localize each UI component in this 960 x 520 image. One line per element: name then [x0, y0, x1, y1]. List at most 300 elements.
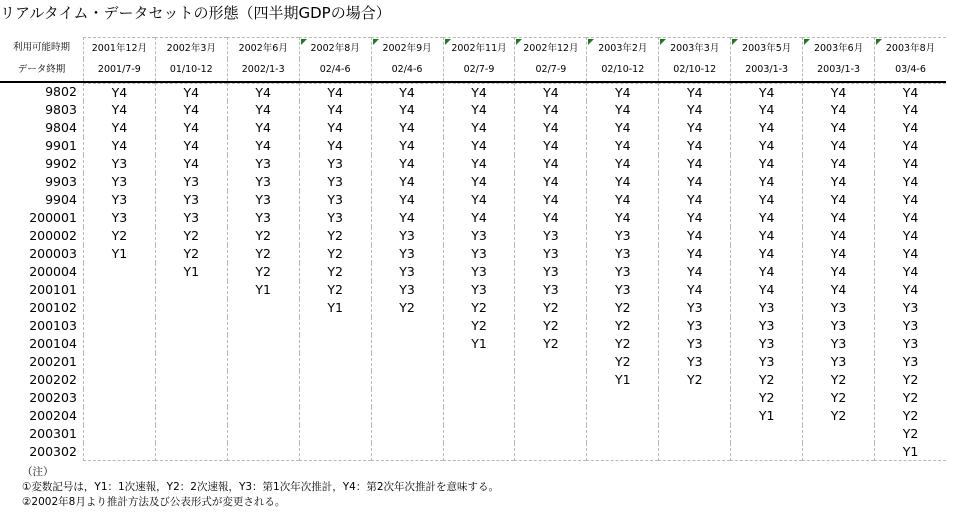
- table-cell: Y4: [730, 263, 802, 281]
- table-cell: Y4: [227, 83, 299, 101]
- table-cell: [155, 443, 227, 461]
- table-cell: Y3: [443, 263, 515, 281]
- table-cell: Y4: [658, 281, 730, 299]
- table-cell: Y4: [299, 83, 371, 101]
- column-header-data-end: 01/10-12: [155, 59, 227, 81]
- table-cell: [371, 371, 443, 389]
- table-cell: [658, 389, 730, 407]
- table-cell: [83, 425, 155, 443]
- table-cell: [227, 317, 299, 335]
- column-header-data-end: 02/10-12: [586, 59, 658, 81]
- table-cell: [371, 443, 443, 461]
- table-cell: Y4: [874, 191, 946, 209]
- table-cell: Y4: [730, 137, 802, 155]
- table-cell: Y4: [514, 137, 586, 155]
- table-cell: Y4: [874, 137, 946, 155]
- table-cell: [371, 407, 443, 425]
- table-row: [0, 227, 946, 245]
- table-cell: Y4: [443, 191, 515, 209]
- table-cell: Y4: [83, 101, 155, 119]
- comment-marker-icon: [516, 39, 522, 45]
- table-cell: Y4: [658, 101, 730, 119]
- table-cell: [227, 353, 299, 371]
- table-cell: Y4: [874, 119, 946, 137]
- table-cell: [658, 443, 730, 461]
- column-header-available: 2002年9月: [371, 37, 443, 59]
- table-cell: Y3: [299, 191, 371, 209]
- table-cell: [299, 335, 371, 353]
- table-cell: Y4: [874, 245, 946, 263]
- table-cell: Y4: [730, 227, 802, 245]
- column-header-available: 2002年12月: [514, 37, 586, 59]
- table-cell: [83, 263, 155, 281]
- comment-marker-icon: [804, 39, 810, 45]
- table-cell: Y4: [874, 101, 946, 119]
- table-cell: Y3: [83, 155, 155, 173]
- table-cell: [83, 335, 155, 353]
- table-row: [0, 137, 946, 155]
- table-cell: Y4: [371, 209, 443, 227]
- row-label: 200103: [29, 318, 77, 333]
- column-header-data-end: 02/7-9: [443, 59, 515, 81]
- table-cell: Y2: [227, 227, 299, 245]
- column-header-available: 2003年3月: [658, 37, 730, 59]
- table-cell: Y2: [586, 335, 658, 353]
- table-cell: Y4: [730, 155, 802, 173]
- table-cell: Y3: [874, 353, 946, 371]
- table-cell: Y4: [227, 101, 299, 119]
- row-label: 9901: [45, 138, 77, 153]
- table-cell: Y4: [514, 119, 586, 137]
- table-cell: [83, 389, 155, 407]
- table-cell: Y4: [586, 83, 658, 101]
- table-cell: Y4: [371, 137, 443, 155]
- table-cell: Y4: [730, 119, 802, 137]
- table-cell: Y3: [802, 353, 874, 371]
- row-label: 9903: [45, 174, 77, 189]
- table-row: [0, 173, 946, 191]
- table-cell: Y3: [658, 335, 730, 353]
- table-row: [0, 83, 946, 101]
- column-header-data-end: 2003/1-3: [802, 59, 874, 81]
- table-cell: [83, 353, 155, 371]
- table-cell: Y4: [371, 101, 443, 119]
- table-cell: [443, 425, 515, 443]
- table-cell: [443, 371, 515, 389]
- column-header-data-end: 02/10-12: [658, 59, 730, 81]
- table-cell: [371, 389, 443, 407]
- table-cell: Y3: [371, 263, 443, 281]
- table-cell: Y4: [586, 209, 658, 227]
- table-cell: Y4: [155, 101, 227, 119]
- column-header-data-end: 2001/7-9: [83, 59, 155, 81]
- table-cell: Y3: [443, 227, 515, 245]
- table-cell: Y4: [658, 155, 730, 173]
- table-cell: [371, 353, 443, 371]
- table-cell: Y4: [586, 137, 658, 155]
- table-cell: [299, 371, 371, 389]
- row-label: 200102: [29, 300, 77, 315]
- table-cell: Y2: [874, 407, 946, 425]
- table-cell: Y3: [371, 281, 443, 299]
- table-cell: Y2: [802, 371, 874, 389]
- table-cell: Y3: [155, 209, 227, 227]
- row-label: 200203: [29, 390, 77, 405]
- table-cell: Y3: [874, 317, 946, 335]
- column-header-available: 2003年8月: [874, 37, 946, 59]
- table-cell: [371, 425, 443, 443]
- table-cell: [299, 389, 371, 407]
- table-cell: [227, 299, 299, 317]
- table-cell: Y4: [586, 101, 658, 119]
- table-cell: Y3: [155, 173, 227, 191]
- table-cell: Y4: [155, 119, 227, 137]
- table-cell: [802, 425, 874, 443]
- row-label: 200003: [29, 246, 77, 261]
- table-cell: Y2: [874, 425, 946, 443]
- table-cell: Y4: [802, 155, 874, 173]
- table-cell: Y4: [371, 173, 443, 191]
- table-cell: Y4: [730, 209, 802, 227]
- table-cell: [586, 389, 658, 407]
- table-cell: Y4: [586, 119, 658, 137]
- note-line: ①変数記号は，Y1：1次速報，Y2：2次速報，Y3：第1次年次推計，Y4：第2次年次推計を意味する。: [22, 481, 500, 493]
- table-row: [0, 335, 946, 353]
- table-cell: [155, 389, 227, 407]
- table-cell: Y3: [730, 317, 802, 335]
- table-cell: Y2: [299, 281, 371, 299]
- table-cell: Y4: [802, 83, 874, 101]
- table-cell: Y2: [514, 317, 586, 335]
- table-cell: Y2: [586, 353, 658, 371]
- table-cell: Y1: [443, 335, 515, 353]
- row-label: 200202: [29, 372, 77, 387]
- table-cell: Y4: [730, 83, 802, 101]
- column-header-data-end: 03/4-6: [874, 59, 946, 81]
- table-cell: [299, 317, 371, 335]
- table-cell: Y3: [874, 299, 946, 317]
- table-cell: [155, 425, 227, 443]
- table-cell: [443, 389, 515, 407]
- table-cell: Y4: [874, 155, 946, 173]
- table-cell: Y4: [658, 137, 730, 155]
- column-header-data-end: 02/7-9: [514, 59, 586, 81]
- table-cell: Y3: [443, 281, 515, 299]
- table-cell: Y4: [802, 245, 874, 263]
- table-cell: Y4: [83, 137, 155, 155]
- row-label: 200101: [29, 282, 77, 297]
- table-cell: Y2: [514, 335, 586, 353]
- column-header-available: 2003年6月: [802, 37, 874, 59]
- table-cell: Y3: [658, 299, 730, 317]
- table-cell: Y3: [299, 209, 371, 227]
- table-cell: Y3: [586, 227, 658, 245]
- table-cell: Y4: [802, 281, 874, 299]
- row-label: 200004: [29, 264, 77, 279]
- table-cell: Y4: [155, 137, 227, 155]
- table-cell: [155, 353, 227, 371]
- column-header-available: 2003年2月: [586, 37, 658, 59]
- table-cell: Y4: [443, 173, 515, 191]
- table-cell: [299, 425, 371, 443]
- table-cell: Y2: [83, 227, 155, 245]
- table-row: [0, 119, 946, 137]
- table-cell: Y2: [802, 407, 874, 425]
- table-cell: Y3: [371, 245, 443, 263]
- table-cell: Y4: [514, 209, 586, 227]
- table-cell: [83, 281, 155, 299]
- table-cell: Y2: [586, 317, 658, 335]
- row-label: 200204: [29, 408, 77, 423]
- table-cell: Y1: [730, 407, 802, 425]
- table-row: [0, 407, 946, 425]
- table-cell: Y2: [802, 389, 874, 407]
- table-row: [0, 353, 946, 371]
- comment-marker-icon: [732, 39, 738, 45]
- table-cell: Y4: [514, 83, 586, 101]
- table-cell: Y4: [802, 227, 874, 245]
- table-cell: Y3: [514, 281, 586, 299]
- table-row: [0, 371, 946, 389]
- table-row: [0, 443, 946, 461]
- table-cell: Y4: [371, 119, 443, 137]
- realtime-dataset-table: [0, 37, 946, 461]
- table-cell: Y2: [730, 389, 802, 407]
- table-cell: [586, 443, 658, 461]
- table-cell: Y1: [83, 245, 155, 263]
- column-header-data-end: 2003/1-3: [730, 59, 802, 81]
- table-cell: [227, 443, 299, 461]
- table-cell: [443, 443, 515, 461]
- table-cell: [227, 407, 299, 425]
- table-cell: Y4: [83, 119, 155, 137]
- table-cell: Y3: [514, 227, 586, 245]
- table-cell: Y3: [730, 299, 802, 317]
- table-cell: Y4: [802, 119, 874, 137]
- column-header-available: 2001年12月: [83, 37, 155, 59]
- table-body: [0, 83, 946, 461]
- table-cell: Y4: [802, 101, 874, 119]
- table-cell: [514, 389, 586, 407]
- table-cell: Y4: [443, 119, 515, 137]
- table-cell: Y4: [874, 263, 946, 281]
- table-cell: Y3: [586, 245, 658, 263]
- table-cell: [371, 335, 443, 353]
- table-cell: Y3: [227, 209, 299, 227]
- row-label: 200301: [29, 426, 77, 441]
- table-cell: Y4: [586, 155, 658, 173]
- column-header-available: 2002年8月: [299, 37, 371, 59]
- table-cell: Y4: [371, 83, 443, 101]
- note-line: ②2002年8月より推計方法及び公表形式が変更される。: [22, 496, 286, 508]
- table-cell: Y2: [443, 317, 515, 335]
- table-cell: Y4: [299, 101, 371, 119]
- table-cell: Y4: [658, 245, 730, 263]
- table-cell: Y3: [730, 353, 802, 371]
- table-cell: Y4: [443, 83, 515, 101]
- table-cell: [227, 371, 299, 389]
- table-cell: Y4: [658, 119, 730, 137]
- table-cell: Y3: [730, 335, 802, 353]
- comment-marker-icon: [876, 39, 882, 45]
- table-cell: [155, 317, 227, 335]
- table-row: [0, 317, 946, 335]
- table-cell: [155, 407, 227, 425]
- table-cell: Y4: [586, 173, 658, 191]
- table-cell: [514, 371, 586, 389]
- column-header-data-end: 2002/1-3: [227, 59, 299, 81]
- column-header-data-end: 02/4-6: [371, 59, 443, 81]
- table-row: [0, 263, 946, 281]
- table-cell: [514, 407, 586, 425]
- table-cell: Y3: [802, 299, 874, 317]
- row-label: 9802: [45, 84, 77, 99]
- table-cell: Y2: [299, 245, 371, 263]
- column-header-available: 2002年3月: [155, 37, 227, 59]
- table-cell: Y4: [443, 155, 515, 173]
- table-cell: Y4: [730, 281, 802, 299]
- table-cell: Y3: [586, 281, 658, 299]
- column-header-available: 2003年5月: [730, 37, 802, 59]
- table-cell: Y3: [299, 173, 371, 191]
- row-label: 200002: [29, 228, 77, 243]
- table-cell: Y3: [874, 335, 946, 353]
- table-cell: Y2: [730, 371, 802, 389]
- table-cell: Y4: [443, 209, 515, 227]
- table-cell: Y4: [658, 227, 730, 245]
- table-cell: Y3: [802, 335, 874, 353]
- table-cell: Y2: [443, 299, 515, 317]
- table-cell: Y3: [155, 191, 227, 209]
- table-cell: Y4: [443, 101, 515, 119]
- comment-marker-icon: [588, 39, 594, 45]
- table-cell: Y4: [730, 173, 802, 191]
- table-cell: [730, 425, 802, 443]
- table-cell: Y4: [586, 191, 658, 209]
- column-header-data-end: 02/4-6: [299, 59, 371, 81]
- row-label: 200302: [29, 444, 77, 459]
- table-row: [0, 101, 946, 119]
- table-cell: [299, 407, 371, 425]
- table-cell: Y3: [83, 209, 155, 227]
- table-cell: [514, 425, 586, 443]
- table-cell: Y3: [83, 191, 155, 209]
- table-cell: Y2: [227, 245, 299, 263]
- column-header-available: 2002年11月: [443, 37, 515, 59]
- table-cell: Y4: [371, 155, 443, 173]
- table-cell: Y1: [586, 371, 658, 389]
- table-cell: [658, 407, 730, 425]
- table-cell: Y2: [874, 389, 946, 407]
- table-row: [0, 299, 946, 317]
- table-cell: Y2: [155, 245, 227, 263]
- table-cell: Y3: [658, 353, 730, 371]
- table-cell: Y4: [802, 137, 874, 155]
- table-cell: Y4: [802, 209, 874, 227]
- row-label: 200201: [29, 354, 77, 369]
- header-label-available: 利用可能時期: [12, 42, 70, 53]
- table-cell: [83, 371, 155, 389]
- table-cell: Y4: [658, 191, 730, 209]
- table-cell: Y3: [299, 155, 371, 173]
- table-cell: Y4: [730, 191, 802, 209]
- header-label-data-end: データ終期: [17, 64, 66, 75]
- table-cell: [658, 425, 730, 443]
- table-cell: Y4: [155, 155, 227, 173]
- table-cell: [514, 443, 586, 461]
- table-cell: Y4: [874, 227, 946, 245]
- row-label: 200104: [29, 336, 77, 351]
- table-cell: Y3: [371, 227, 443, 245]
- table-cell: Y4: [299, 119, 371, 137]
- table-cell: Y4: [514, 173, 586, 191]
- table-cell: [586, 425, 658, 443]
- table-cell: [802, 443, 874, 461]
- table-cell: Y2: [299, 227, 371, 245]
- table-cell: [155, 299, 227, 317]
- row-label: 200001: [29, 210, 77, 225]
- table-cell: [83, 317, 155, 335]
- notes-section: [22, 465, 499, 510]
- table-cell: Y4: [227, 137, 299, 155]
- table-cell: [299, 353, 371, 371]
- table-cell: Y3: [227, 173, 299, 191]
- table-cell: Y4: [874, 83, 946, 101]
- table-cell: Y4: [155, 83, 227, 101]
- table-cell: Y4: [514, 191, 586, 209]
- table-cell: Y3: [514, 245, 586, 263]
- row-label: 9902: [45, 156, 77, 171]
- table-row: [0, 425, 946, 443]
- table-cell: Y2: [227, 263, 299, 281]
- table-cell: [83, 299, 155, 317]
- table-cell: Y2: [155, 227, 227, 245]
- row-label: 9904: [45, 192, 77, 207]
- table-row: [0, 389, 946, 407]
- table-cell: [371, 317, 443, 335]
- table-cell: Y4: [227, 119, 299, 137]
- table-cell: [730, 443, 802, 461]
- table-cell: Y4: [658, 209, 730, 227]
- table-cell: Y2: [586, 299, 658, 317]
- page-title: リアルタイム・データセットの形態（四半期GDPの場合）: [0, 4, 391, 22]
- table-cell: [227, 335, 299, 353]
- table-cell: [514, 353, 586, 371]
- table-cell: Y3: [514, 263, 586, 281]
- table-cell: [155, 281, 227, 299]
- row-label: 9803: [45, 102, 77, 117]
- table-row: [0, 209, 946, 227]
- table-cell: Y4: [802, 173, 874, 191]
- note-line: （注）: [22, 466, 54, 478]
- table-cell: Y4: [874, 209, 946, 227]
- table-row: [0, 191, 946, 209]
- table-cell: Y4: [730, 101, 802, 119]
- table-cell: Y4: [299, 137, 371, 155]
- comment-marker-icon: [373, 39, 379, 45]
- table-cell: Y4: [730, 245, 802, 263]
- table-cell: Y1: [227, 281, 299, 299]
- table-row: [0, 245, 946, 263]
- table-cell: Y1: [299, 299, 371, 317]
- table-cell: Y4: [658, 173, 730, 191]
- table-cell: [443, 407, 515, 425]
- table-cell: Y2: [371, 299, 443, 317]
- table-cell: [586, 407, 658, 425]
- table-cell: Y4: [874, 173, 946, 191]
- table-cell: [155, 335, 227, 353]
- table-cell: Y3: [227, 155, 299, 173]
